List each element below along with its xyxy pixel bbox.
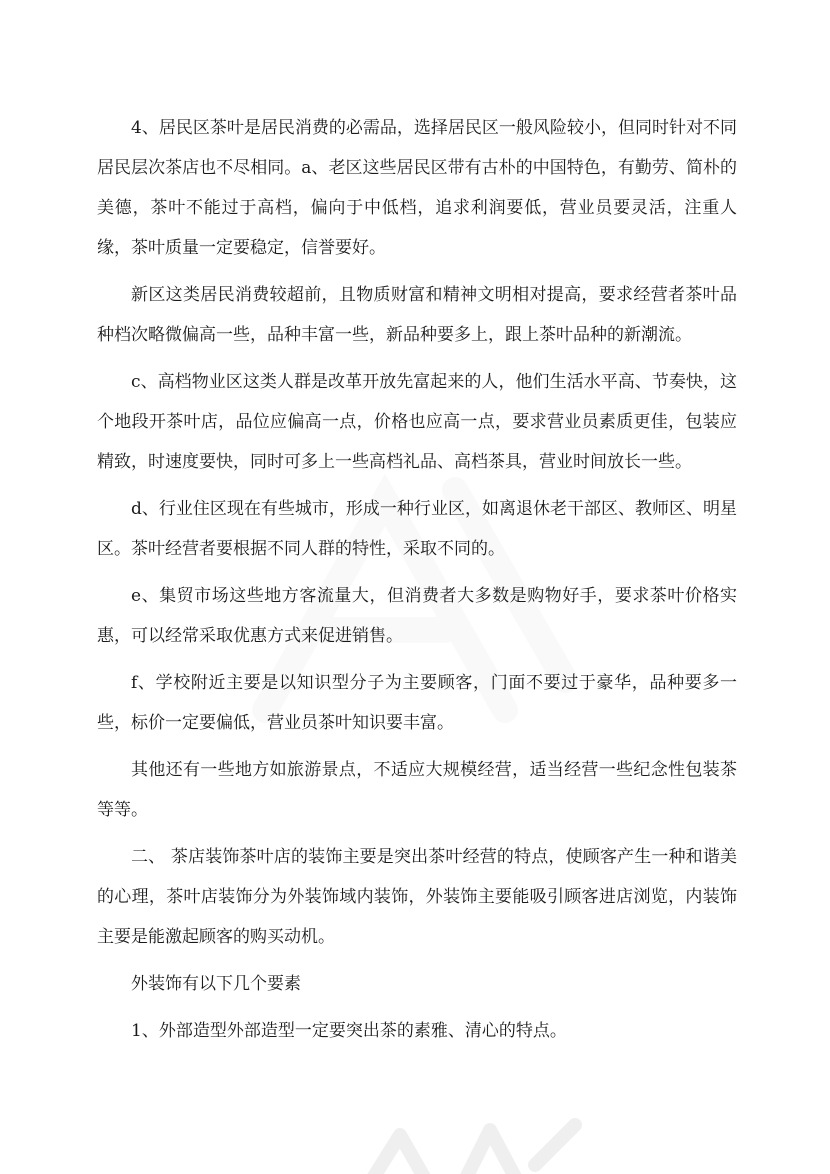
- paragraph-industry-residence: d、行业住区现在有些城市，形成一种行业区，如离退休老干部区、教师区、明星区。茶叶经营者要根据不同人群的特性，采取不同的。: [97, 499, 737, 559]
- paragraph-decoration: 二、 茶店装饰茶叶店的装饰主要是突出茶叶经营的特点，使顾客产生一种和谐美的心理，茶叶店装饰分为外装饰域内装饰，外装饰主要能吸引顾客进店浏览，内装饰主要是能激起顾客的购买动机。: [97, 847, 737, 947]
- bottom-watermark-icon: [330, 1095, 590, 1174]
- paragraph-market: e、集贸市场这些地方客流量大，但消费者大多数是购物好手，要求茶叶价格实惠，可以经常采取优惠方式来促进销售。: [97, 586, 737, 646]
- document-body: [97, 108, 737, 1058]
- paragraph-residential: 4、居民区茶叶是居民消费的必需品，选择居民区一般风险较小，但同时针对不同居民层次茶店也不尽相同。a、老区这些居民区带有古朴的中国特色，有勤劳、简朴的美德，茶叶不能过于高档，偏向于中低档，追求利润要低，营业员要灵活，注重人缘，茶叶质量一定要稳定，信誉要好。: [97, 118, 737, 258]
- paragraph-school: f、学校附近主要是以知识型分子为主要顾客，门面不要过于豪华，品种要多一些，标价一定要偏低，营业员茶叶知识要丰富。: [97, 673, 737, 733]
- paragraph-other: 其他还有一些地方如旅游景点，不适应大规模经营，适当经营一些纪念性包装茶等等。: [97, 760, 737, 820]
- paragraph-high-end-property: c、高档物业区这类人群是改革开放先富起来的人，他们生活水平高、节奏快，这个地段开茶叶店，品位应偏高一点，价格也应高一点，要求营业员素质更佳，包装应精致，时速度要快，同时可多上一些高档礼品、高档茶具，营业时间放长一些。: [97, 372, 737, 472]
- paragraph-exterior-shape: 1、外部造型外部造型一定要突出茶的素雅、清心的特点。: [131, 1021, 567, 1041]
- paragraph-exterior-elements: 外装饰有以下几个要素: [131, 974, 301, 994]
- paragraph-new-district: 新区这类居民消费较超前，且物质财富和精神文明相对提高，要求经营者茶叶品种档次略微偏高一些，品种丰富一些，新品种要多上，跟上茶叶品种的新潮流。: [97, 285, 737, 345]
